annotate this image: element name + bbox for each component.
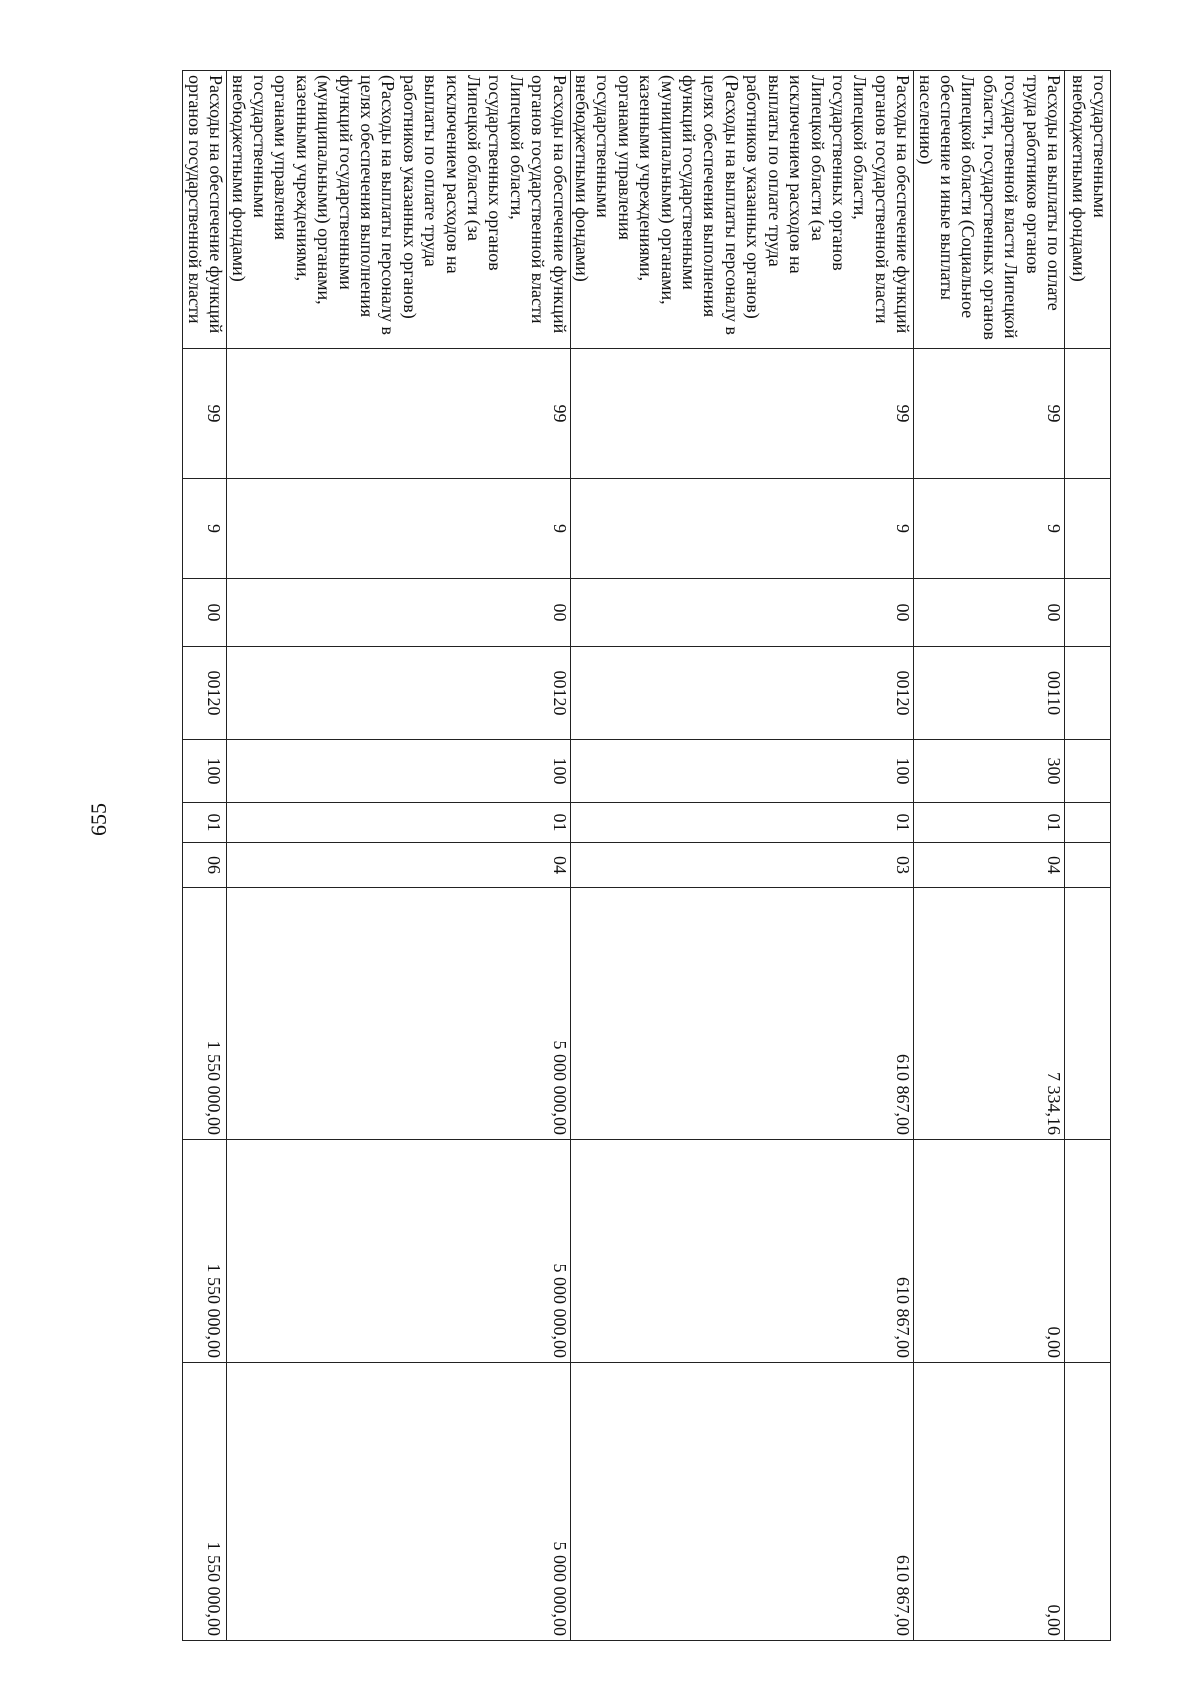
- page-number: 655: [86, 803, 111, 836]
- event-code-cell: [1065, 579, 1111, 647]
- amount-2-cell: 610 867,00: [570, 1140, 914, 1363]
- expense-type-cell: 100: [183, 740, 227, 803]
- expense-type-cell: 100: [570, 740, 914, 803]
- table-row: [183, 71, 227, 1641]
- section-cell: 01: [570, 803, 914, 843]
- budget-table: [182, 70, 1111, 1641]
- table-row: [227, 71, 571, 1641]
- amount-2-cell: [1065, 1140, 1111, 1363]
- event-code-cell: 00: [183, 579, 227, 647]
- row-description: Расходы на обеспечение функций органов государственной власти: [183, 71, 227, 349]
- amount-3-cell: 1 550 000,00: [183, 1363, 227, 1641]
- amount-2-cell: 5 000 000,00: [227, 1140, 571, 1363]
- program-code-cell: 99: [227, 349, 571, 479]
- table-row: [570, 71, 914, 1641]
- subsection-cell: 04: [914, 843, 1065, 888]
- section-cell: [1065, 803, 1111, 843]
- subprogram-code-cell: 9: [183, 479, 227, 579]
- program-code-cell: 99: [914, 349, 1065, 479]
- subprogram-code-cell: 9: [914, 479, 1065, 579]
- row-description: Расходы на обеспечение функций органов государственной власти Липецкой области, государственных органов Липецкой области (за исключением расходов на выплаты по оплате труда работников указанных органов) (Расходы на выплаты персоналу в целях обеспечения выполнения функций государственными (муниципальными) органами, казенными учреждениями, органами управления государственными внебюджетными фондами): [227, 71, 571, 349]
- amount-3-cell: 0,00: [914, 1363, 1065, 1641]
- amount-1-cell: 7 334,16: [914, 888, 1065, 1140]
- amount-2-cell: 0,00: [914, 1140, 1065, 1363]
- amount-1-cell: 1 550 000,00: [183, 888, 227, 1140]
- row-description: Расходы на обеспечение функций органов государственной власти Липецкой области, государственных органов Липецкой области (за исключением расходов на выплаты по оплате труда работников указанных органов) (Расходы на выплаты персоналу в целях обеспечения выполнения функций государственными (муниципальными) органами, казенными учреждениями, органами управления государственными внебюджетными фондами): [570, 71, 914, 349]
- section-cell: 01: [227, 803, 571, 843]
- subsection-cell: 06: [183, 843, 227, 888]
- amount-3-cell: 610 867,00: [570, 1363, 914, 1641]
- direction-code-cell: 00120: [570, 647, 914, 740]
- amount-1-cell: 610 867,00: [570, 888, 914, 1140]
- program-code-cell: 99: [183, 349, 227, 479]
- table-row: [914, 71, 1065, 1641]
- amount-3-cell: 5 000 000,00: [227, 1363, 571, 1641]
- event-code-cell: 00: [227, 579, 571, 647]
- amount-1-cell: 5 000 000,00: [227, 888, 571, 1140]
- budget-table-container: [182, 70, 1111, 1641]
- subsection-cell: 04: [227, 843, 571, 888]
- amount-1-cell: [1065, 888, 1111, 1140]
- subprogram-code-cell: 9: [570, 479, 914, 579]
- expense-type-cell: [1065, 740, 1111, 803]
- expense-type-cell: 300: [914, 740, 1065, 803]
- row-description: Расходы на выплаты по оплате труда работников органов государственной власти Липецкой области, государственных органов Липецкой области (Социальное обеспечение и иные выплаты населению): [914, 71, 1065, 349]
- subsection-cell: [1065, 843, 1111, 888]
- subprogram-code-cell: 9: [227, 479, 571, 579]
- event-code-cell: 00: [570, 579, 914, 647]
- subprogram-code-cell: [1065, 479, 1111, 579]
- section-cell: 01: [183, 803, 227, 843]
- direction-code-cell: 00110: [914, 647, 1065, 740]
- direction-code-cell: [1065, 647, 1111, 740]
- program-code-cell: 99: [570, 349, 914, 479]
- table-row: [1065, 71, 1111, 1641]
- direction-code-cell: 00120: [227, 647, 571, 740]
- amount-3-cell: [1065, 1363, 1111, 1641]
- row-description: государственными внебюджетными фондами): [1065, 71, 1111, 349]
- section-cell: 01: [914, 803, 1065, 843]
- subsection-cell: 03: [570, 843, 914, 888]
- direction-code-cell: 00120: [183, 647, 227, 740]
- amount-2-cell: 1 550 000,00: [183, 1140, 227, 1363]
- expense-type-cell: 100: [227, 740, 571, 803]
- program-code-cell: [1065, 349, 1111, 479]
- event-code-cell: 00: [914, 579, 1065, 647]
